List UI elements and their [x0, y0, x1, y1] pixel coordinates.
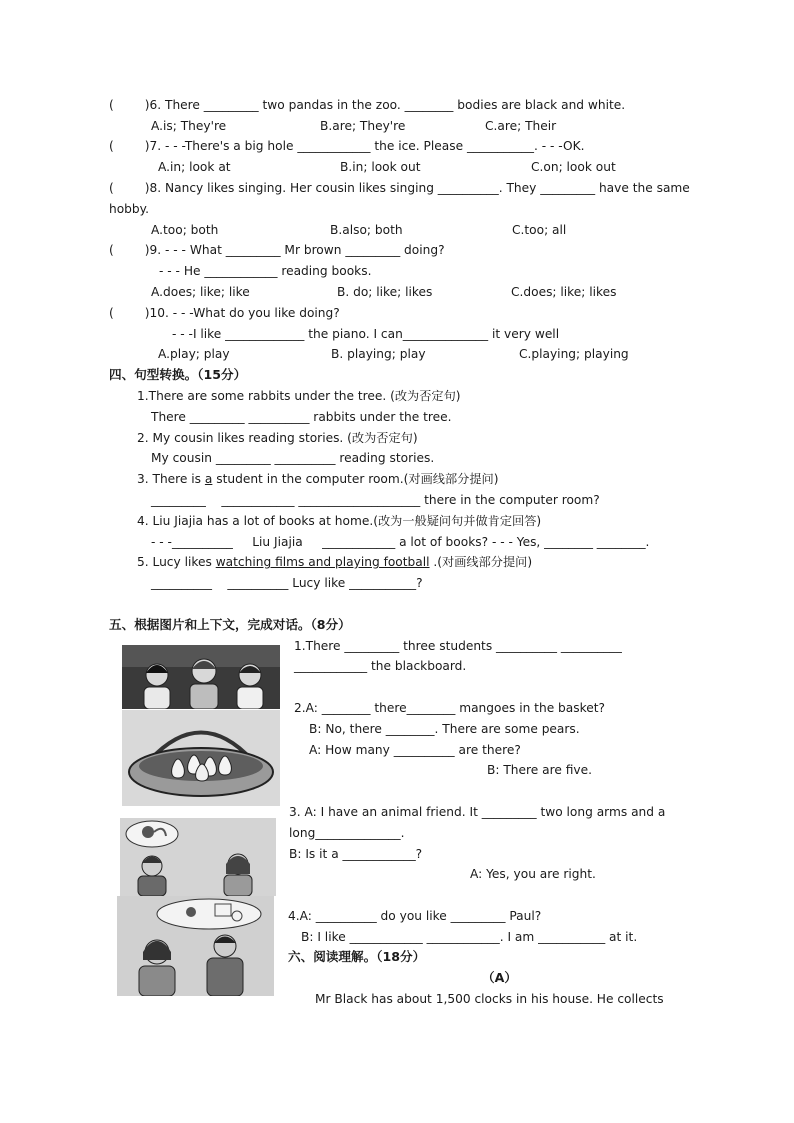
- q7-stem: ( )7. - - -There's a big hole ____________ the ice. Please ___________. - - -OK.: [109, 139, 585, 153]
- s5-d2-line2: B: No, there ________. There are some pears.: [309, 722, 580, 736]
- s4-q5-post: .(对画线部分提问): [429, 555, 533, 569]
- s4-q5-pre: 5. Lucy likes: [137, 555, 216, 569]
- pear-basket-picture: [122, 710, 280, 806]
- s4-q5-underlined: watching films and playing football: [215, 555, 430, 569]
- section5-title: 五、根据图片和上下文，完成对话。（8分）: [109, 617, 351, 632]
- q9-option-b: B. do; like; likes: [337, 285, 433, 299]
- s5-d2-line4: B: There are five.: [487, 763, 592, 777]
- s4-q3-underlined: a: [204, 472, 213, 486]
- q8-option-b: B.also; both: [330, 223, 403, 237]
- section4-title: 四、句型转换。（15分）: [109, 367, 247, 382]
- q10-stem: ( )10. - - -What do you like doing?: [109, 306, 340, 320]
- s4-q4: 4. Liu Jiajia has a lot of books at home.(改为一般疑问句并做肯定回答): [137, 514, 542, 528]
- q9-option-c: C.does; like; likes: [511, 285, 617, 299]
- q10-stem-cont: - - -I like _____________ the piano. I can______________ it very well: [172, 327, 560, 341]
- s5-d1-line1: 1.There _________ three students __________ __________: [294, 639, 622, 653]
- q9-stem-cont: - - - He ____________ reading books.: [159, 264, 372, 278]
- q9-stem: ( )9. - - - What _________ Mr brown _________ doing?: [109, 243, 445, 257]
- s5-d4-line1: 4.A: __________ do you like _________ Paul?: [288, 909, 542, 923]
- q8-stem-cont: hobby.: [109, 202, 150, 216]
- q8-stem: ( )8. Nancy likes singing. Her cousin likes singing __________. They _________ have the same: [109, 181, 690, 195]
- three-students-picture: [122, 645, 280, 709]
- s4-q3-answer: _________ ____________ ____________________ there in the computer room?: [151, 493, 600, 507]
- s5-d1-line2: ____________ the blackboard.: [294, 659, 467, 673]
- monkey-picture: [120, 818, 276, 896]
- s5-d3-line2: long______________.: [289, 826, 405, 840]
- s4-q1: 1.There are some rabbits under the tree. (改为否定句): [137, 389, 461, 403]
- q6-option-a: A.is; They're: [151, 119, 227, 133]
- s5-d2-line1: 2.A: ________ there________ mangoes in the basket?: [294, 701, 605, 715]
- s4-q1-answer: There _________ __________ rabbits under the tree.: [151, 410, 452, 424]
- q6-option-b: B.are; They're: [320, 119, 406, 133]
- s4-q2: 2. My cousin likes reading stories. (改为否定句): [137, 431, 418, 445]
- paul-picture: [117, 896, 274, 996]
- s4-q3: [137, 471, 498, 487]
- s4-q2-answer: My cousin _________ __________ reading stories.: [151, 451, 435, 465]
- q10-option-a: A.play; play: [158, 347, 230, 361]
- q7-option-b: B.in; look out: [340, 160, 421, 174]
- s5-d2-line3: A: How many __________ are there?: [309, 743, 521, 757]
- s6-passage-line1: Mr Black has about 1,500 clocks in his house. He collects: [315, 992, 664, 1006]
- section6-title: 六、阅读理解。（18分）: [288, 949, 426, 964]
- s5-d3-line4: A: Yes, you are right.: [470, 867, 596, 881]
- q6-stem: ( )6. There _________ two pandas in the zoo. ________ bodies are black and white.: [109, 98, 626, 112]
- q8-option-c: C.too; all: [512, 223, 567, 237]
- q7-option-c: C.on; look out: [531, 160, 616, 174]
- s4-q4-answer: - - -__________ Liu Jiajia ____________ a lot of books? - - - Yes, ________ ________.: [151, 535, 650, 549]
- q10-option-b: B. playing; play: [331, 347, 426, 361]
- q6-option-c: C.are; Their: [485, 119, 557, 133]
- s5-d3-line1: 3. A: I have an animal friend. It _________ two long arms and a: [289, 805, 666, 819]
- s5-d4-line2: B: I like ____________ ____________. I am ___________ at it.: [301, 930, 638, 944]
- section6-passage-label: （A）: [482, 970, 517, 985]
- s5-d3-line3: B: Is it a ____________?: [289, 847, 423, 861]
- s4-q5: [137, 554, 532, 570]
- s4-q3-post: student in the computer room.(对画线部分提问): [212, 472, 499, 486]
- q9-option-a: A.does; like; like: [151, 285, 250, 299]
- s4-q3-pre: 3. There is: [137, 472, 205, 486]
- s4-q5-answer: __________ __________ Lucy like ___________?: [151, 576, 423, 590]
- q7-option-a: A.in; look at: [158, 160, 231, 174]
- q8-option-a: A.too; both: [151, 223, 219, 237]
- q10-option-c: C.playing; playing: [519, 347, 629, 361]
